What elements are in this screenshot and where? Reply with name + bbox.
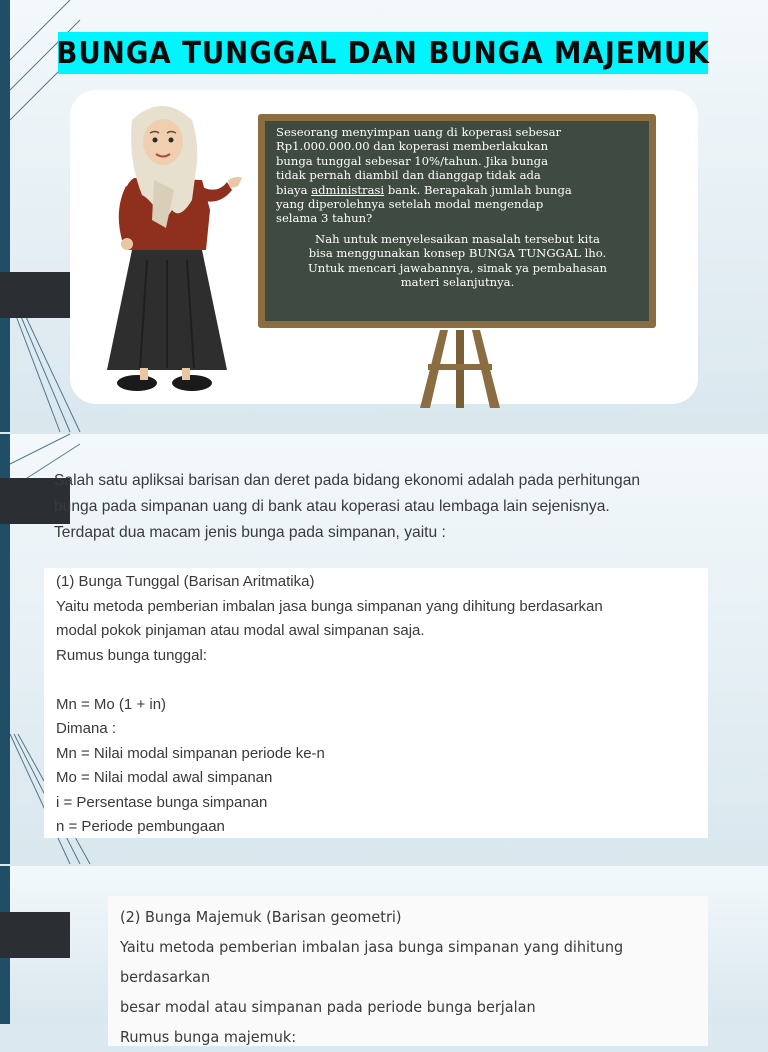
description-line: modal pokok pinjaman atau modal awal simpanan saja. [56,622,425,639]
slide-tab [0,912,70,958]
section-heading: (1) Bunga Tunggal (Barisan Aritmatika) [56,573,315,590]
definition-line: i = Persentase bunga simpanan [56,793,268,811]
formula: Mn = Mo (1 + in) [56,695,167,713]
board-note-line: Untuk mencari jawabannya, simak ya pembahasan [308,260,607,275]
title-banner [58,32,708,74]
slide-tab [0,272,70,318]
blackboard-surface [265,121,649,321]
teacher-illustration [92,100,242,400]
board-note-line: bisa menggunakan konsep BUNGA TUNGGAL lho. [308,246,607,261]
board-note [276,232,639,290]
formula-label: Rumus bunga majemuk: [120,1028,297,1046]
bunga-tunggal-box [44,568,708,838]
easel-legs [410,330,510,410]
board-question-line: tidak pernah diambil dan dianggap tidak ada [276,168,541,183]
board-question-line: selama 3 tahun? [276,211,373,226]
board-note-line: Nah untuk menyelesaikan masalah tersebut kita [315,231,600,246]
intro-line: Salah satu apliksai barisan dan deret pada bidang ekonomi adalah pada perhitungan [54,472,641,489]
board-text: bank. Berapakah jumlah bunga [384,182,572,197]
left-accent-bar [0,0,10,432]
where-label: Dimana : [56,720,117,737]
page-title: BUNGA TUNGGAL DAN BUNGA MAJEMUK [56,35,710,71]
board-question [276,125,639,226]
description-line: besar modal atau simpanan pada periode bunga berjalan [120,998,536,1016]
slide-1 [0,0,768,432]
spacer [56,668,603,693]
board-question-line: bunga tunggal sebesar 10%/tahun. Jika bunga [276,153,548,168]
blackboard [258,114,656,328]
bunga-majemuk-text [120,902,679,1052]
definition-line: Mo = Nilai modal awal simpanan [56,769,273,786]
bunga-majemuk-box [108,896,708,1046]
formula-label: Rumus bunga tunggal: [56,646,207,664]
description-line: Yaitu metoda pemberian imbalan jasa bunga simpanan yang dihitung berdasarkan [120,938,624,986]
board-question-line: Rp1.000.000.00 dan koperasi memberlakukan [276,139,549,154]
intro-line: bunga pada simpanan uang di bank atau koperasi atau lembaga lain sejenisnya. [54,498,610,515]
slide-2 [0,434,768,864]
definition-line: Mn = Nilai modal simpanan periode ke-n [56,744,325,762]
intro-paragraph [54,468,718,546]
board-question-line [276,183,639,197]
slide-3 [0,866,768,1046]
board-question-line: yang diperolehnya setelah modal mengendap [276,197,544,212]
definition-line: n = Periode pembungaan [56,818,225,835]
board-text: biaya [276,182,312,197]
bunga-tunggal-text [56,570,603,840]
intro-line: Terdapat dua macam jenis bunga pada simpanan, yaitu : [54,524,446,541]
board-question-line: Seseorang menyimpan uang di koperasi sebesar [276,125,562,139]
description-line: Yaitu metoda pemberian imbalan jasa bunga simpanan yang dihitung berdasarkan [56,597,603,615]
section-heading: (2) Bunga Majemuk (Barisan geometri) [120,908,402,926]
board-note-line: materi selanjutnya. [400,275,515,290]
board-underlined-text: administrasi [311,182,385,197]
